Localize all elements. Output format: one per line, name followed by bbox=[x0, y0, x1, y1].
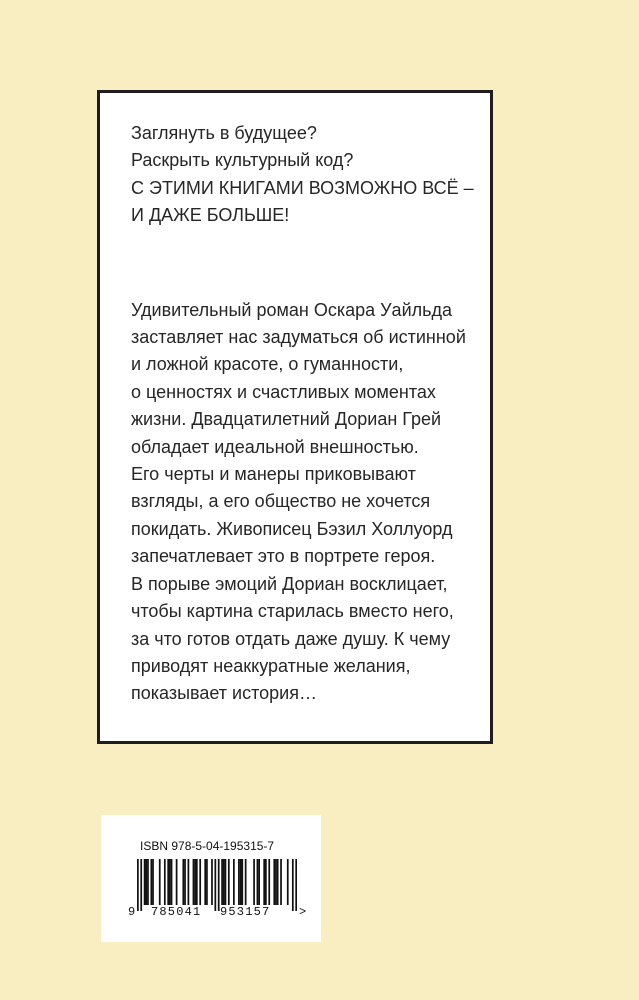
teaser-line-3: С ЭТИМИ КНИГАМИ ВОЗМОЖНО ВСЁ – bbox=[131, 177, 474, 198]
barcode-bar-47 bbox=[295, 859, 297, 911]
barcode-bar-35 bbox=[253, 859, 255, 905]
barcode-bar-5 bbox=[147, 859, 149, 905]
barcode-bar-42 bbox=[275, 859, 277, 905]
barcode-bar-26 bbox=[221, 859, 223, 905]
barcode-bar-36 bbox=[257, 859, 259, 905]
description-line-11: В порыве эмоций Дориан восклицает, bbox=[131, 573, 448, 594]
barcode-bar-28 bbox=[225, 859, 227, 905]
barcode-bar-38 bbox=[263, 859, 265, 905]
barcode-quiet-mark: > bbox=[299, 905, 307, 919]
description-line-2: заставляет нас задуматься об истинной bbox=[131, 327, 466, 348]
teaser-line-1: Заглянуть в будущее? bbox=[131, 123, 317, 143]
barcode-bar-27 bbox=[223, 859, 225, 905]
barcode-bar-43 bbox=[277, 859, 279, 905]
barcode-bar-40 bbox=[268, 859, 270, 905]
teaser-line-4: И ДАЖЕ БОЛЬШЕ! bbox=[131, 205, 290, 226]
barcode-bar-19 bbox=[196, 859, 198, 905]
barcode-bar-1 bbox=[137, 859, 139, 911]
barcode-bar-41 bbox=[273, 859, 275, 905]
barcode-bar-2 bbox=[140, 859, 142, 911]
barcode-bar-13 bbox=[176, 859, 178, 905]
barcode-bar-32 bbox=[240, 859, 242, 905]
teaser-line-2: Раскрыть культурный код? bbox=[131, 150, 354, 171]
barcode-bar-6 bbox=[150, 859, 152, 905]
barcode-image bbox=[137, 859, 297, 911]
barcode-lead-digit: 9 bbox=[128, 905, 136, 919]
description-line-8: взгляды, а его общество не хочется bbox=[131, 491, 431, 512]
barcode-left-digits: 785041 bbox=[151, 905, 202, 919]
description-line-5: жизни. Двадцатилетний Дориан Грей bbox=[131, 409, 442, 430]
barcode-bar-7 bbox=[152, 859, 154, 905]
barcode-bar-9 bbox=[164, 859, 166, 905]
description-line-7: Его черты и манеры приковывают bbox=[131, 464, 416, 485]
description-line-15: показывает история… bbox=[131, 683, 317, 704]
paragraph-gap bbox=[131, 230, 482, 297]
barcode-bar-4 bbox=[145, 859, 147, 905]
description-line-10: запечатлевает это в портрете героя. bbox=[131, 546, 436, 567]
description-line-4: о ценностях и счастливых моментах bbox=[131, 381, 436, 402]
barcode-bar-23 bbox=[211, 859, 213, 905]
barcode-bar-45 bbox=[287, 859, 289, 905]
barcode-bar-14 bbox=[182, 859, 184, 905]
barcode-bar-31 bbox=[238, 859, 240, 905]
description-line-9: покидать. Живописец Бэзил Холлуорд bbox=[131, 518, 453, 539]
barcode-bar-17 bbox=[193, 859, 195, 905]
barcode-bar-25 bbox=[218, 859, 220, 911]
barcode-bar-8 bbox=[159, 859, 161, 905]
barcode-bar-10 bbox=[167, 859, 169, 905]
barcode-bar-46 bbox=[292, 859, 294, 911]
barcode-bar-37 bbox=[258, 859, 260, 905]
barcode-bar-39 bbox=[265, 859, 267, 905]
annotation-box bbox=[97, 90, 493, 744]
barcode-bar-33 bbox=[241, 859, 243, 905]
barcode-bar-15 bbox=[184, 859, 186, 905]
barcode-bar-3 bbox=[144, 859, 146, 905]
description-line-1: Удивительный роман Оскара Уайльда bbox=[131, 299, 453, 320]
barcode-bar-21 bbox=[204, 859, 206, 905]
description-line-12: чтобы картина старилась вместо него, bbox=[131, 601, 454, 622]
barcode-bar-16 bbox=[188, 859, 190, 905]
description-line-13: за что готов отдать даже душу. К чему bbox=[131, 628, 451, 649]
barcode-right-digits: 953157 bbox=[220, 905, 271, 919]
barcode-bar-34 bbox=[245, 859, 247, 905]
barcode-bar-20 bbox=[199, 859, 201, 905]
barcode-bar-44 bbox=[280, 859, 282, 905]
barcode-bar-11 bbox=[169, 859, 171, 905]
barcode-bar-29 bbox=[228, 859, 230, 905]
barcode-panel bbox=[101, 815, 321, 942]
barcode-bar-30 bbox=[233, 859, 235, 905]
description-line-6: обладает идеальной внешностью. bbox=[131, 436, 419, 457]
description-line-3: и ложной красоте, о гуманности, bbox=[131, 354, 404, 375]
barcode-bar-24 bbox=[214, 859, 216, 911]
isbn-label: ISBN 978-5-04-195315-7 bbox=[140, 839, 275, 853]
barcode-bar-18 bbox=[194, 859, 196, 905]
annotation-text bbox=[131, 120, 482, 708]
barcode-bar-22 bbox=[206, 859, 208, 905]
barcode-bar-12 bbox=[171, 859, 173, 905]
description-line-14: приводят неаккуратные желания, bbox=[131, 655, 411, 676]
